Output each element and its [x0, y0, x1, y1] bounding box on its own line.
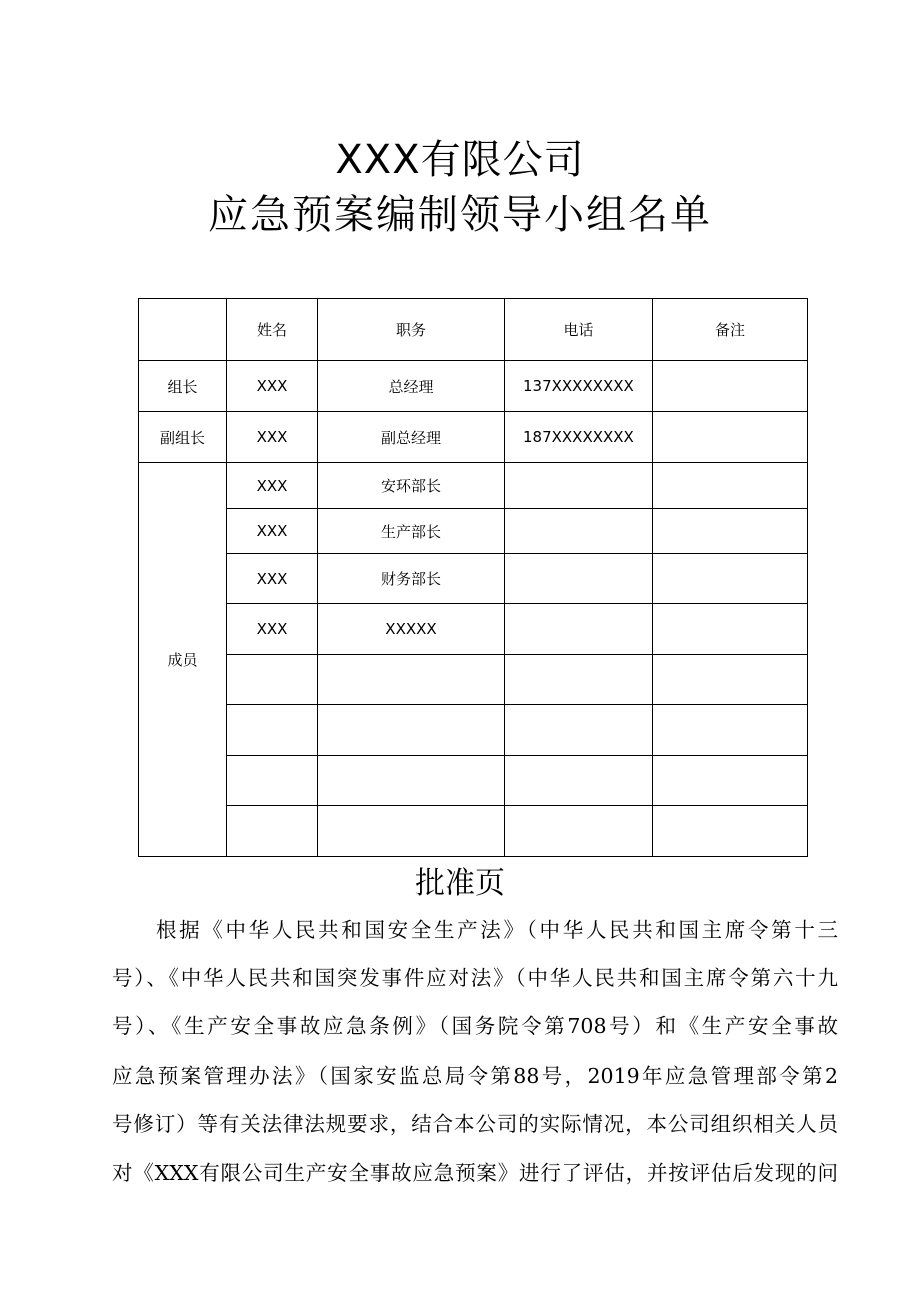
approval-text-line: 号修订）等有关法律法规要求，结合本公司的实际情况，本公司组织相关人员	[112, 1112, 838, 1136]
name-cell	[227, 806, 318, 857]
header-cell-role	[139, 299, 227, 361]
header-cell-phone: 电话	[505, 299, 653, 361]
approval-text-line: 号）、《中华人民共和国突发事件应对法》（中华人民共和国主席令第六十九	[112, 966, 838, 990]
table-row-leader	[139, 361, 808, 412]
note-cell	[653, 509, 808, 554]
position-cell: 总经理	[318, 361, 505, 412]
table-row-member	[139, 806, 808, 857]
phone-cell	[505, 756, 653, 806]
approval-text-line: 对《XXX有限公司生产安全事故应急预案》进行了评估，并按评估后发现的问	[112, 1161, 838, 1185]
note-cell	[653, 806, 808, 857]
position-cell: XXXXX	[318, 604, 505, 655]
phone-cell	[505, 806, 653, 857]
company-title: XXX有限公司	[335, 137, 585, 183]
leadership-roster-table	[138, 298, 808, 857]
table-row-member	[139, 554, 808, 604]
position-cell	[318, 756, 505, 806]
name-cell	[227, 705, 318, 756]
position-cell: 副总经理	[318, 412, 505, 463]
header-cell-name: 姓名	[227, 299, 318, 361]
position-cell	[318, 655, 505, 705]
phone-cell	[505, 705, 653, 756]
approval-text-line: 号）、《生产安全事故应急条例》（国务院令第708号）和《生产安全事故	[112, 1014, 838, 1038]
position-cell	[318, 806, 505, 857]
position-cell	[318, 705, 505, 756]
name-cell: XXX	[227, 412, 318, 463]
note-cell	[653, 412, 808, 463]
name-cell: XXX	[227, 463, 318, 509]
approval-text-line: 应急预案管理办法》（国家安监总局令第88号，2019年应急管理部令第2	[112, 1064, 838, 1088]
position-cell: 生产部长	[318, 509, 505, 554]
document-title: 应急预案编制领导小组名单	[208, 192, 712, 238]
table-row-member	[139, 655, 808, 705]
role-cell: 组长	[139, 361, 227, 412]
approval-page-heading: 批准页	[415, 866, 505, 901]
name-cell: XXX	[227, 554, 318, 604]
name-cell: XXX	[227, 509, 318, 554]
name-cell: XXX	[227, 361, 318, 412]
note-cell	[653, 705, 808, 756]
table-row-member	[139, 756, 808, 806]
table-row-member	[139, 509, 808, 554]
note-cell	[653, 554, 808, 604]
phone-cell	[505, 509, 653, 554]
table-row-member	[139, 705, 808, 756]
table-row-member	[139, 463, 808, 509]
name-cell	[227, 756, 318, 806]
header-cell-note: 备注	[653, 299, 808, 361]
header-cell-position: 职务	[318, 299, 505, 361]
phone-cell: 187XXXXXXXX	[505, 412, 653, 463]
note-cell	[653, 655, 808, 705]
name-cell: XXX	[227, 604, 318, 655]
phone-cell	[505, 463, 653, 509]
phone-cell	[505, 655, 653, 705]
note-cell	[653, 756, 808, 806]
note-cell	[653, 361, 808, 412]
table-row-member	[139, 604, 808, 655]
note-cell	[653, 463, 808, 509]
phone-cell	[505, 604, 653, 655]
table-row-deputy-leader	[139, 412, 808, 463]
role-cell: 副组长	[139, 412, 227, 463]
members-label-cell: 成员	[139, 463, 227, 857]
name-cell	[227, 655, 318, 705]
phone-cell: 137XXXXXXXX	[505, 361, 653, 412]
note-cell	[653, 604, 808, 655]
phone-cell	[505, 554, 653, 604]
table-header-row	[139, 299, 808, 361]
position-cell: 安环部长	[318, 463, 505, 509]
approval-text-line: 根据《中华人民共和国安全生产法》（中华人民共和国主席令第十三	[156, 918, 838, 942]
position-cell: 财务部长	[318, 554, 505, 604]
